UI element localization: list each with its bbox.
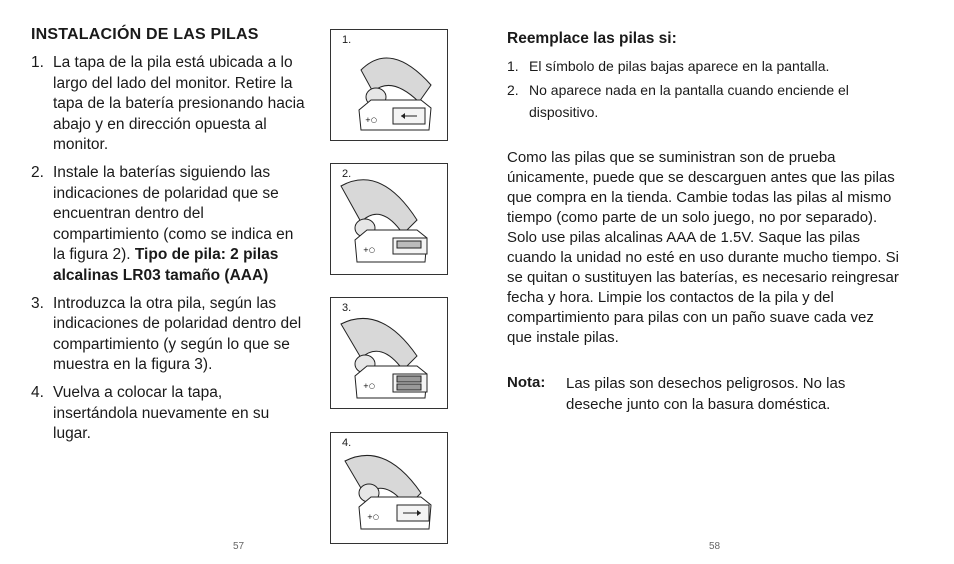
section-title: INSTALACIÓN DE LAS PILAS [31, 26, 259, 43]
figure-4 [330, 432, 448, 544]
svg-text:+○: +○ [367, 513, 379, 521]
monitor-batteries-illustration [331, 164, 447, 274]
figure-2 [330, 163, 448, 275]
step-text: Instale la baterías siguiendo las indicaciones de polaridad que se encuentran dentro del compartimiento (como se indica en la figura 2). [53, 163, 294, 264]
installation-steps [31, 53, 306, 452]
battery-type-text: Tipo de pila: 2 pilas alcalinas LR03 tamaño (AAA) [53, 246, 279, 284]
step-2 [31, 163, 306, 287]
step-number: 1. [31, 54, 44, 71]
page-number-right: 58 [709, 541, 721, 552]
figure-3 [330, 297, 448, 409]
list-item [507, 55, 907, 77]
replace-batteries-title: Reemplace las pilas si: [507, 30, 677, 47]
figure-label: 3. [342, 302, 352, 314]
step-4 [31, 383, 306, 445]
step-number: 2. [31, 163, 44, 181]
step-text: Vuelva a colocar la tapa, insertándola nuevamente en su lugar. [53, 383, 270, 443]
monitor-cover-illustration [331, 30, 447, 140]
svg-text:+○: +○ [363, 246, 375, 254]
step-text: La tapa de la pila está ubicada a lo largo del lado del monitor. Retire la tapa de la batería presionando hacia abajo y en dirección opuesta al monitor. [53, 54, 305, 154]
item-text: El símbolo de pilas bajas aparece en la pantalla. [529, 58, 830, 74]
svg-text:+○: +○ [365, 116, 377, 124]
figure-1 [330, 29, 448, 141]
list-item [507, 79, 907, 123]
step-3 [31, 294, 306, 376]
figure-label: 1. [342, 34, 352, 46]
svg-text:+○: +○ [363, 382, 375, 390]
step-number: 4. [31, 383, 44, 401]
note-text: Las pilas son desechos peligrosos. No las deseche junto con la basura doméstica. [566, 375, 846, 413]
monitor-cover-replaced-illustration [331, 433, 447, 543]
figure-label: 2. [342, 168, 352, 180]
item-text: No aparece nada en la pantalla cuando enciende el dispositivo. [529, 82, 849, 120]
note-label: Nota: [507, 374, 546, 391]
step-text: Introduzca la otra pila, según las indicaciones de polaridad dentro del compartimiento (y según lo que se muestra en la figura 3). [53, 294, 302, 374]
item-number: 2. [507, 82, 519, 98]
replace-conditions-list [507, 55, 907, 125]
monitor-second-battery-illustration [331, 298, 447, 408]
step-1 [31, 53, 306, 156]
figure-label: 4. [342, 437, 352, 449]
item-number: 1. [507, 58, 519, 74]
page-number-left: 57 [233, 541, 245, 552]
step-number: 3. [31, 294, 44, 312]
battery-info-paragraph: Como las pilas que se suministran son de prueba únicamente, puede que se descarguen antes que las pilas que compra en la tienda. Cambie todas las pilas al mismo tiempo (como parte de un solo juego, no por separado). Solo use pilas alcalinas AAA de 1.5V. Saque las pilas cuando la unidad no esté en uso durante mucho tiempo. Si se quitan o sustituyen las baterías, es necesario reingresar fecha y hora. Limpie los contactos de la pila y del compartimiento para pilas con un paño suave cada vez que instale pilas. [507, 149, 899, 346]
